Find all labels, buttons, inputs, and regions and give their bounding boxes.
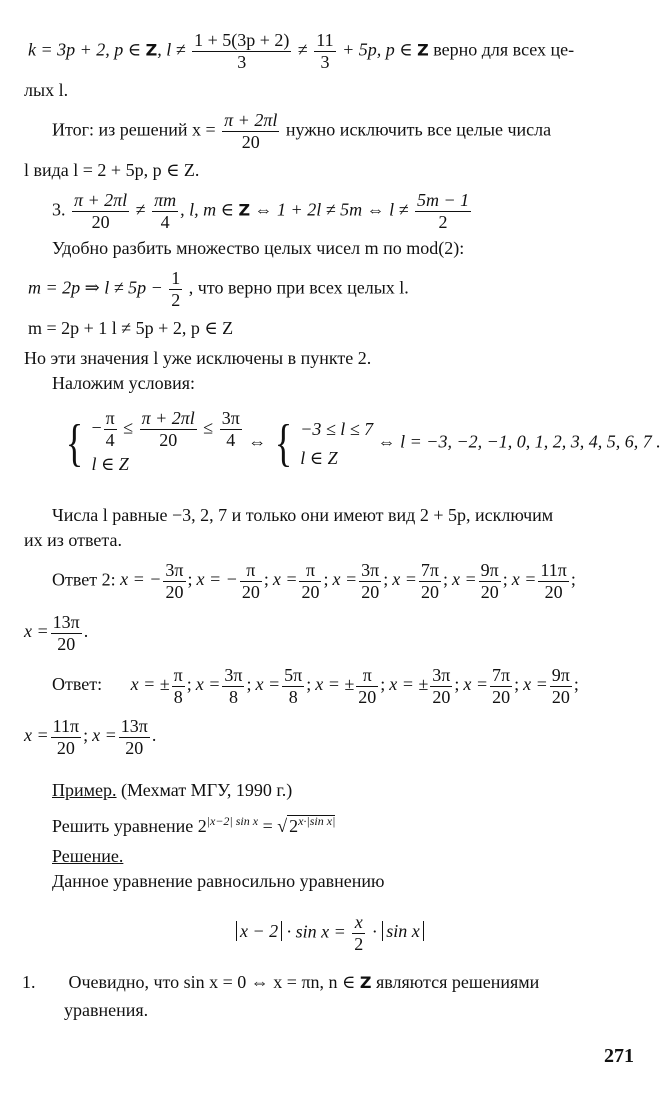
fraction: $\frac{\pi}{4}$ <box>105 408 115 450</box>
line-point-3: 3. $\frac{\pi + 2\pi l}{20}$ ≠ $\frac{\pi m}{4}$ , l, m ∈ Z ⇔ 1 + 2l ≠ 5m ⇔ l ≠ $\frac{5m - 1}{2}$ <box>52 190 470 232</box>
fraction: $\frac{7\pi}{20}$ <box>492 665 511 707</box>
line-solve: Решить уравнение $2^{|x-2| sin x}$ = √ $2^{x\cdot|sin x|}$ <box>52 814 336 836</box>
answer-term: x = $\frac{3\pi}{8}$ ; <box>195 665 252 707</box>
line-k-condition: k = 3p + 2, p ∈ Z, l ≠ $\frac{1 + 5(3p + 2)}{3}$ ≠ $\frac{11}{3}$ + 5p, p ∈ Z верно для всех це- <box>28 30 575 72</box>
line-itog-2: l вида l = 2 + 5p, p ∈ Z. <box>24 160 200 180</box>
line-impose: Наложим условия: <box>52 373 196 393</box>
answer-term: x = $\frac{13\pi}{20}$ . <box>92 716 157 758</box>
answer-term: x = $\frac{11\pi}{20}$ ; <box>511 560 576 602</box>
answer-term: x = $\frac{5\pi}{8}$ ; <box>255 665 312 707</box>
fraction: $\frac{11\pi}{20}$ <box>540 560 567 602</box>
equation-equivalent: x − 2 · sin x = $\frac{x}{2}$ · sin x <box>236 912 424 954</box>
line-answer-last <box>24 716 160 758</box>
inequality-system: { − $\frac{\pi}{4}$ ≤ $\frac{\pi + 2\pi l}{20}$ ≤ $\frac{3\pi}{4}$ l ∈ Z ⇔ { −3 ≤ l ≤ 7 l ∈ Z ⇔ l = −3, −2, −1, 0, 1, 2, 3, 4, 5, 6, 7 . <box>65 408 661 475</box>
answer-term: x = $\frac{13\pi}{20}$ . <box>24 612 89 654</box>
line-item-1-cont: уравнения. <box>64 1000 149 1020</box>
line-example: Пример. (Мехмат МГУ, 1990 г.) <box>52 780 293 800</box>
answer-term: x = ± $\frac{\pi}{8}$ ; <box>130 665 192 707</box>
fraction: $\frac{\pi m}{4}$ <box>154 190 177 232</box>
fraction: $\frac{5\pi}{8}$ <box>284 665 303 707</box>
answer-term: x = − $\frac{\pi}{20}$ ; <box>196 560 269 602</box>
fraction: $\frac{9\pi}{20}$ <box>551 665 570 707</box>
fraction: $\frac{3\pi}{20}$ <box>432 665 451 707</box>
text-k-eq: k = 3p + 2, p ∈ <box>28 39 142 60</box>
answer-term: x = $\frac{9\pi}{20}$ ; <box>452 560 508 602</box>
fraction: $\frac{\pi}{20}$ <box>358 665 377 707</box>
answer-term: x = $\frac{7\pi}{20}$ ; <box>392 560 448 602</box>
fraction: $\frac{\pi + 2\pi l}{20}$ <box>224 110 278 152</box>
fraction: $\frac{\pi + 2\pi l}{20}$ <box>141 408 195 450</box>
line-but: Но эти значения l уже исключены в пункте 2. <box>24 348 372 368</box>
fraction: $\frac{13\pi}{20}$ <box>52 612 80 654</box>
answer-term: x = ± $\frac{\pi}{20}$ ; <box>315 665 386 707</box>
example-label: Пример. <box>52 780 117 800</box>
line-whole-l: лых l. <box>24 80 69 100</box>
fraction: $\frac{11\pi}{20}$ <box>52 716 80 758</box>
fraction: $\frac{\pi}{8}$ <box>173 665 183 707</box>
answer-term: x = $\frac{11\pi}{20}$ ; <box>24 716 89 758</box>
line-m-odd: m = 2p + 1 l ≠ 5p + 2, p ∈ Z <box>28 318 234 338</box>
fraction: $\frac{7\pi}{20}$ <box>420 560 439 602</box>
line-answer-2: Ответ 2: x = − $\frac{3\pi}{20}$ ; x = − $\frac{\pi}{20}$ ; x = $\frac{\pi}{20}$ ; x = $\frac{3\pi}{20}$ ; x = $\frac{7\pi}{20}$ ; x = $\frac{9\pi}{20}$ ; x = $\frac{11\pi}{20}$ ; <box>52 560 580 602</box>
fraction: $\frac{5m - 1}{2}$ <box>416 190 470 232</box>
set-z: Z <box>145 40 158 60</box>
answer-term: x = $\frac{9\pi}{20}$ ; <box>523 665 579 707</box>
fraction: $\frac{3\pi}{8}$ <box>224 665 243 707</box>
fraction: $\frac{3\pi}{20}$ <box>165 560 184 602</box>
line-numbers-b: их из ответа. <box>24 530 122 550</box>
line-m-even: m = 2p ⇒ l ≠ 5p − $\frac{1}{2}$ , что верно при всех целых l. <box>28 268 409 310</box>
fraction: $\frac{1}{2}$ <box>171 268 181 310</box>
fraction: $\frac{3\pi}{4}$ <box>221 408 240 450</box>
answer-term: x = ± $\frac{3\pi}{20}$ ; <box>389 665 460 707</box>
page-number: 271 <box>604 1045 634 1067</box>
fraction: $\frac{9\pi}{20}$ <box>480 560 499 602</box>
fraction: $\frac{x}{2}$ <box>354 912 364 954</box>
text-l-neq: , l ≠ <box>157 39 186 60</box>
solution-label: Решение. <box>52 846 124 866</box>
brace-icon: { <box>65 414 84 472</box>
line-item-1: 1. Очевидно, что sin x = 0 ⇔ x = πn, n ∈ Z являются решениями <box>22 972 540 992</box>
answer-term: x = − $\frac{3\pi}{20}$ ; <box>120 560 193 602</box>
fraction: $\frac{11}{3}$ <box>316 30 334 72</box>
line-mod: Удобно разбить множество целых чисел m по mod(2): <box>52 238 465 258</box>
line-answer-2-last <box>24 612 92 654</box>
fraction: $\frac{\pi}{20}$ <box>301 560 320 602</box>
fraction: $\frac{1 + 5(3p + 2)}{3}$ <box>194 30 290 72</box>
sqrt-expression: √ $2^{x\cdot|sin x|}$ <box>277 814 336 836</box>
answer-term: x = $\frac{3\pi}{20}$ ; <box>332 560 389 602</box>
line-equivalent: Данное уравнение равносильно уравнению <box>52 871 385 891</box>
line-itog: Итог: из решений x = $\frac{\pi + 2\pi l}{20}$ нужно исключить все целые числа <box>52 110 552 152</box>
line-answer: Ответ: x = ± $\frac{\pi}{8}$ ; x = $\frac{3\pi}{8}$ ; x = $\frac{5\pi}{8}$ ; x = ± $\frac{\pi}{20}$ ; x = ± $\frac{3\pi}{20}$ ; x = $\frac{7\pi}{20}$ ; x = $\frac{9\pi}{20}$ ; <box>52 665 583 707</box>
answer-term: x = $\frac{\pi}{20}$ ; <box>272 560 329 602</box>
fraction: $\frac{13\pi}{20}$ <box>120 716 148 758</box>
fraction: $\frac{3\pi}{20}$ <box>361 560 380 602</box>
fraction: $\frac{\pi}{20}$ <box>241 560 260 602</box>
line-numbers-a: Числа l равные −3, 2, 7 и только они имеют вид 2 + 5p, исключим <box>52 505 554 525</box>
fraction: $\frac{\pi + 2\pi l}{20}$ <box>74 190 128 232</box>
brace-icon: { <box>274 414 293 472</box>
answer-term: x = $\frac{7\pi}{20}$ ; <box>463 665 520 707</box>
text-valid-for-all: верно для всех це- <box>433 39 575 60</box>
